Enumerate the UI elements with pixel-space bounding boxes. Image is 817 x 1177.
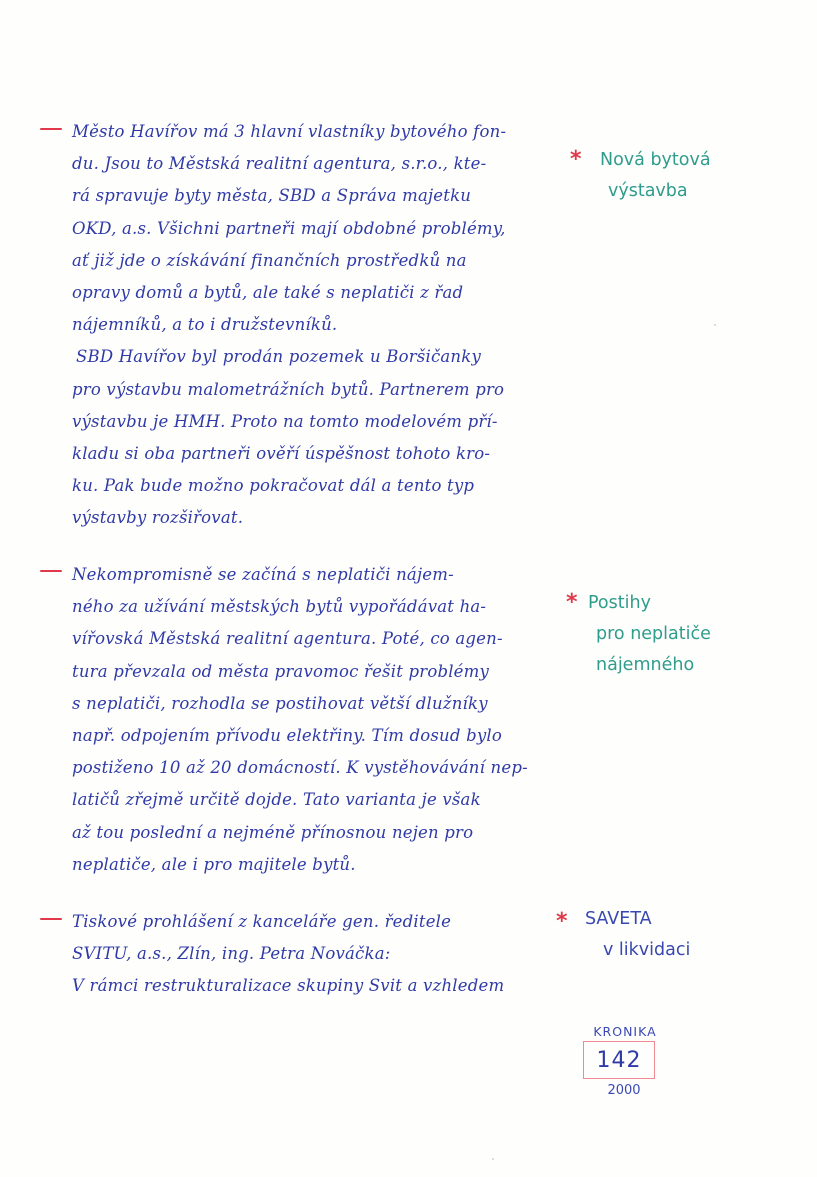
side-note-line: Postihy bbox=[588, 593, 651, 613]
side-note-line: Nová bytová bbox=[600, 150, 711, 170]
asterisk-icon: * bbox=[570, 147, 582, 172]
text-line: OKD, a.s. Všichni partneři mají obdobné problémy, bbox=[72, 218, 506, 238]
asterisk-icon: * bbox=[566, 590, 578, 615]
text-line: SVITU, a.s., Zlín, ing. Petra Nováčka: bbox=[72, 944, 391, 964]
stamp-label: KRONIKA bbox=[593, 1024, 657, 1039]
text-line: postiženo 10 až 20 domácností. K vystěhovávání nep- bbox=[72, 758, 528, 778]
side-note-line: nájemného bbox=[596, 655, 695, 675]
text-line: rá spravuje byty města, SBD a Správa majetku bbox=[72, 186, 472, 206]
bullet-dash bbox=[40, 570, 62, 572]
text-line: pro výstavbu malometrážních bytů. Partnerem pro bbox=[72, 379, 505, 399]
paper-speck bbox=[714, 324, 716, 326]
text-line: opravy domů a bytů, ale také s neplatiči z řad bbox=[72, 283, 464, 303]
text-line: ať již jde o získávání finančních prostředků na bbox=[72, 250, 467, 270]
text-line: výstavby rozšiřovat. bbox=[72, 508, 244, 528]
text-line: ného za užívání městských bytů vypořádávat ha- bbox=[72, 597, 487, 617]
text-line: výstavbu je HMH. Proto na tomto modelovém pří- bbox=[72, 411, 498, 431]
text-line: tura převzala od města pravomoc řešit problémy bbox=[72, 661, 490, 681]
text-line: Nekompromisně se začíná s neplatiči nájem- bbox=[72, 565, 454, 584]
paragraph-nonpayers bbox=[72, 559, 562, 881]
text-line: nájemníků, a to i družstevníků. bbox=[72, 315, 338, 335]
text-line: neplatiče, ale i pro majitele bytů. bbox=[72, 854, 356, 874]
text-line: V rámci restrukturalizace skupiny Svit a vzhledem bbox=[72, 976, 505, 996]
chronicle-stamp bbox=[588, 1024, 668, 1098]
side-note-line: v likvidaci bbox=[603, 940, 691, 960]
asterisk-icon: * bbox=[556, 909, 568, 934]
text-line: ku. Pak bude možno pokračovat dál a tento typ bbox=[72, 476, 475, 496]
text-line: kladu si oba partneři ověří úspěšnost tohoto kro- bbox=[72, 444, 491, 464]
text-line: až tou poslední a nejméně přínosnou nejen pro bbox=[72, 822, 474, 842]
side-note-saveta bbox=[556, 904, 691, 966]
side-note-penalties bbox=[566, 588, 711, 681]
paper-speck bbox=[492, 1158, 494, 1160]
stamp-year: 2000 bbox=[607, 1083, 641, 1098]
text-line: Tiskové prohlášení z kanceláře gen. ředitele bbox=[72, 912, 452, 931]
text-line: latičů zřejmě určitě dojde. Tato varianta je však bbox=[72, 790, 481, 810]
side-note-line: SAVETA bbox=[585, 909, 652, 929]
paragraph-housing bbox=[72, 116, 562, 535]
text-line: du. Jsou to Městská realitní agentura, s.r.o., kte- bbox=[72, 154, 487, 174]
text-line: SBD Havířov byl prodán pozemek u Boršičanky bbox=[76, 347, 481, 367]
bullet-dash bbox=[40, 918, 62, 920]
text-line: vířovská Městská realitní agentura. Poté, co agen- bbox=[72, 629, 503, 649]
text-line: Město Havířov má 3 hlavní vlastníky bytového fon- bbox=[72, 122, 507, 141]
text-line: např. odpojením přívodu elektřiny. Tím dosud bylo bbox=[72, 726, 502, 746]
side-note-housing bbox=[570, 145, 711, 207]
paragraph-svit bbox=[72, 906, 562, 1003]
bullet-dash bbox=[40, 128, 62, 130]
side-note-line: pro neplatiče bbox=[596, 624, 711, 644]
side-note-line: výstavba bbox=[608, 181, 688, 201]
text-line: s neplatiči, rozhodla se postihovat větší dlužníky bbox=[72, 693, 488, 713]
page-number: 142 bbox=[583, 1041, 655, 1079]
